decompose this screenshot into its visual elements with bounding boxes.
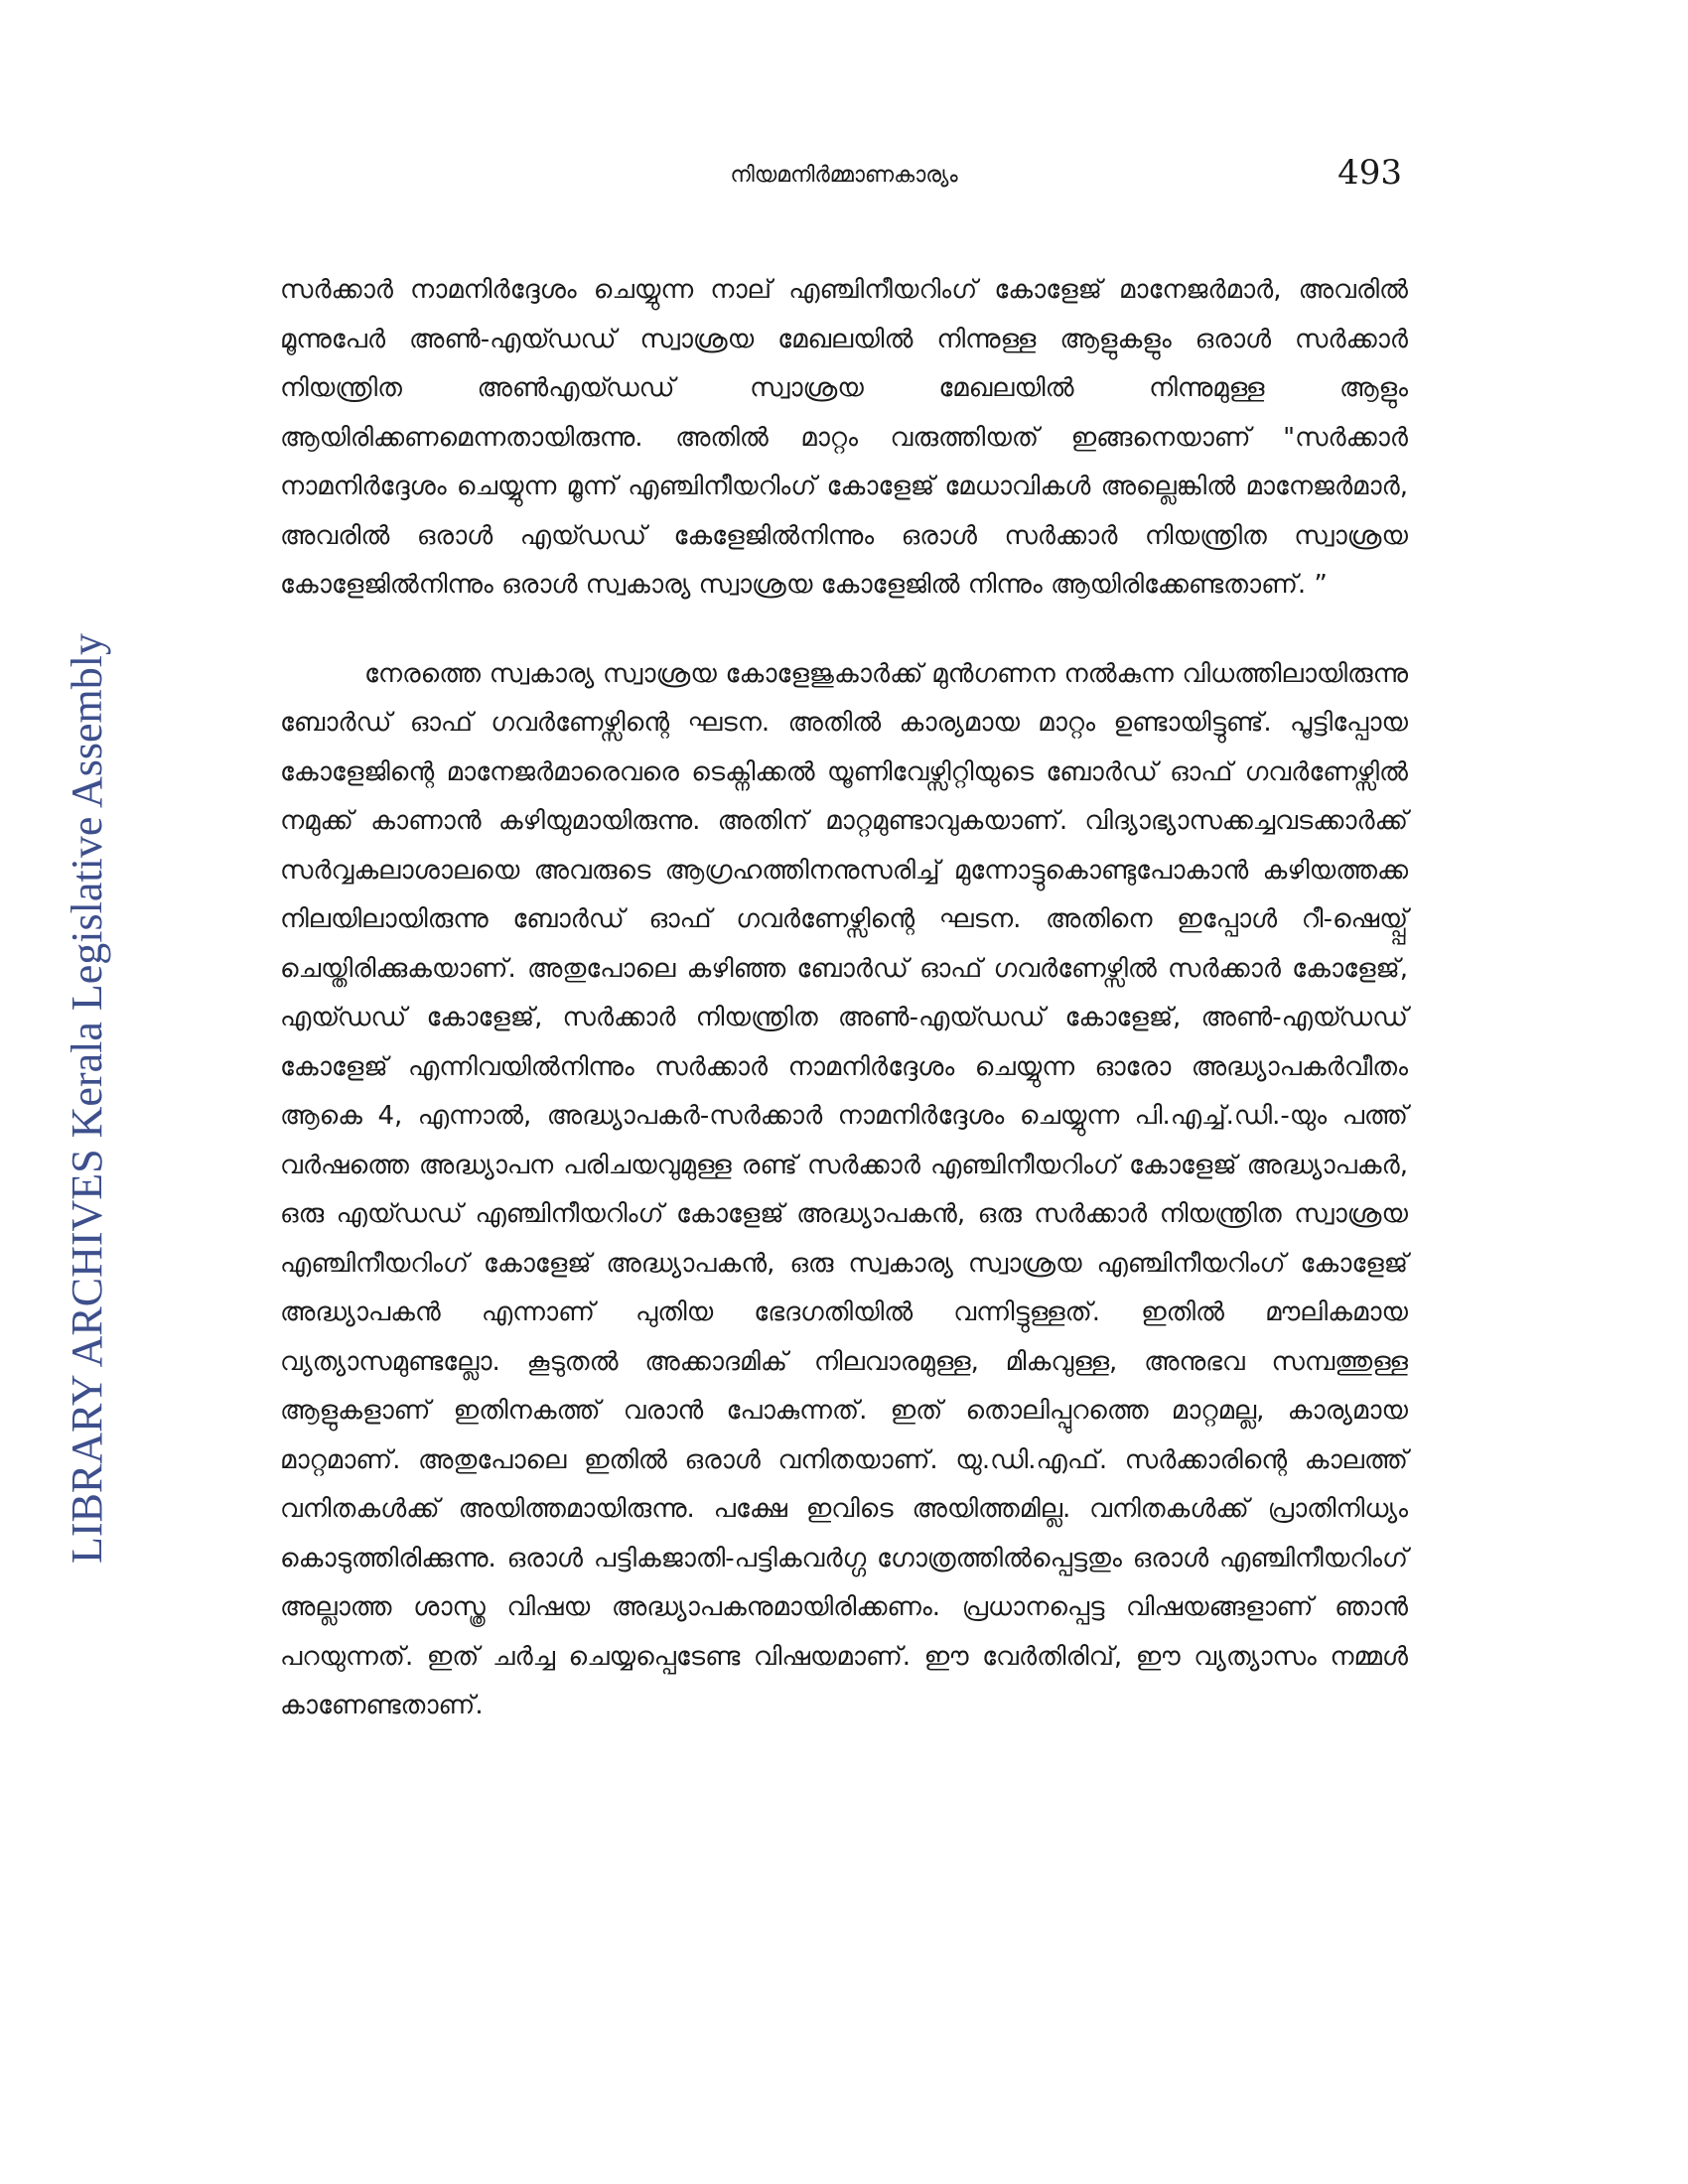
- body-text: [280, 266, 1408, 1731]
- running-title: നിയമനിർമ്മാണകാര്യം: [730, 163, 958, 188]
- paragraph-1: സർക്കാർ നാമനിർദ്ദേശം ചെയ്യുന്ന നാല് എഞ്ചിനീയറിംഗ് കോളേജ് മാനേജർമാർ, അവരിൽ മൂന്നുപേർ അൺ-എയ്ഡഡ് സ്വാശ്രയ മേഖലയിൽ നിന്നുള്ള ആളുകളും ഒരാൾ സർക്കാർ നിയന്ത്രിത അൺഎയ്ഡഡ് സ്വാശ്രയ മേഖലയിൽ നിന്നുമുള്ള ആളും ആയിരിക്കണമെന്നതായിരുന്നു. അതിൽ മാറ്റം വരുത്തിയത് ഇങ്ങനെയാണ് "സർക്കാർ നാമനിർദ്ദേശം ചെയ്യുന്ന മൂന്ന് എഞ്ചിനീയറിംഗ് കോളേജ് മേധാവികൾ അല്ലെങ്കിൽ മാനേജർമാർ, അവരിൽ ഒരാൾ എയ്ഡഡ് കേളേജിൽനിന്നും ഒരാൾ സർക്കാർ നിയന്ത്രിത സ്വാശ്രയ കോളേജിൽനിന്നും ഒരാൾ സ്വകാര്യ സ്വാശ്രയ കോളേജിൽ നിന്നും ആയിരിക്കേണ്ടതാണ്. ”: [280, 275, 1408, 600]
- page-header: [278, 149, 1410, 199]
- archive-watermark: LIBRARY ARCHIVES Kerala Legislative Assembly: [63, 633, 111, 1564]
- page-number: 493: [1337, 153, 1402, 193]
- paragraph-2: നേരത്തെ സ്വകാര്യ സ്വാശ്രയ കോളേജുകാർക്ക് മുൻഗണന നൽകുന്ന വിധത്തിലായിരുന്നു ബോർഡ് ഓഫ് ഗവർണേഴ്സിന്റെ ഘടന. അതിൽ കാര്യമായ മാറ്റം ഉണ്ടായിട്ടുണ്ട്. പൂട്ടിപ്പോയ കോളേജിന്റെ മാനേജർമാരെവരെ ടെക്നിക്കൽ യൂണിവേഴ്സിറ്റിയുടെ ബോർഡ് ഓഫ് ഗവർണേഴ്സിൽ നമുക്ക് കാണാൻ കഴിയുമായിരുന്നു. അതിന് മാറ്റമുണ്ടാവുകയാണ്. വിദ്യാഭ്യാസക്കച്ചവടക്കാർക്ക് സർവ്വകലാശാലയെ അവരുടെ ആഗ്രഹത്തിനനുസരിച്ച് മുന്നോട്ടുകൊണ്ടുപോകാൻ കഴിയത്തക്ക നിലയിലായിരുന്നു ബോർഡ് ഓഫ് ഗവർണേഴ്സിന്റെ ഘടന. അതിനെ ഇപ്പോൾ റീ-ഷെയ്പ്പ് ചെയ്തിരിക്കുകയാണ്. അതുപോലെ കഴിഞ്ഞ ബോർഡ് ഓഫ് ഗവർണേഴ്സിൽ സർക്കാർ കോളേജ്, എയ്ഡഡ് കോളേജ്, സർക്കാർ നിയന്ത്രിത അൺ-എയ്ഡഡ് കോളേജ്, അൺ-എയ്ഡഡ് കോളേജ് എന്നിവയിൽനിന്നും സർക്കാർ നാമനിർദ്ദേശം ചെയ്യുന്ന ഓരോ അദ്ധ്യാപകർവീതം ആകെ 4, എന്നാൽ, അദ്ധ്യാപകർ-സർക്കാർ നാമനിർദ്ദേശം ചെയ്യുന്ന പി.എച്ച്.ഡി.-യും പത്ത് വർഷത്തെ അദ്ധ്യാപന പരിചയവുമുള്ള രണ്ട് സർക്കാർ എഞ്ചിനീയറിംഗ് കോളേജ് അദ്ധ്യാപകർ, ഒരു എയ്ഡഡ് എഞ്ചിനീയറിംഗ് കോളേജ് അദ്ധ്യാപകൻ, ഒരു സർക്കാർ നിയന്ത്രിത സ്വാശ്രയ എഞ്ചിനീയറിംഗ് കോളേജ് അദ്ധ്യാപകൻ, ഒരു സ്വകാര്യ സ്വാശ്രയ എഞ്ചിനീയറിംഗ് കോളേജ് അദ്ധ്യാപകൻ എന്നാണ് പുതിയ ഭേദഗതിയിൽ വന്നിട്ടുള്ളത്. ഇതിൽ മൗലികമായ വ്യത്യാസമുണ്ടല്ലോ. കൂടുതൽ അക്കാദമിക് നിലവാരമുള്ള, മികവുള്ള, അനുഭവ സമ്പത്തുള്ള ആളുകളാണ് ഇതിനകത്ത് വരാൻ പോകുന്നത്. ഇത് തൊലിപ്പുറത്തെ മാറ്റമല്ല, കാര്യമായ മാറ്റമാണ്. അതുപോലെ ഇതിൽ ഒരാൾ വനിതയാണ്. യു.ഡി.എഫ്. സർക്കാരിന്റെ കാലത്ത് വനിതകൾക്ക് അയിത്തമായിരുന്നു. പക്ഷേ ഇവിടെ അയിത്തമില്ല. വനിതകൾക്ക് പ്രാതിനിധ്യം കൊടുത്തിരിക്കുന്നു. ഒരാൾ പട്ടികജാതി-പട്ടികവർഗ്ഗ ഗോത്രത്തിൽപ്പെട്ടതും ഒരാൾ എഞ്ചിനീയറിംഗ് അല്ലാത്ത ശാസ്ത്ര വിഷയ അദ്ധ്യാപകനുമായിരിക്കണം. പ്രധാനപ്പെട്ട വിഷയങ്ങളാണ് ഞാൻ പറയുന്നത്. ഇത് ചർച്ച ചെയ്യപ്പെടേണ്ട വിഷയമാണ്. ഈ വേർതിരിവ്, ഈ വ്യത്യാസം നമ്മൾ കാണേണ്ടതാണ്.: [280, 658, 1408, 1720]
